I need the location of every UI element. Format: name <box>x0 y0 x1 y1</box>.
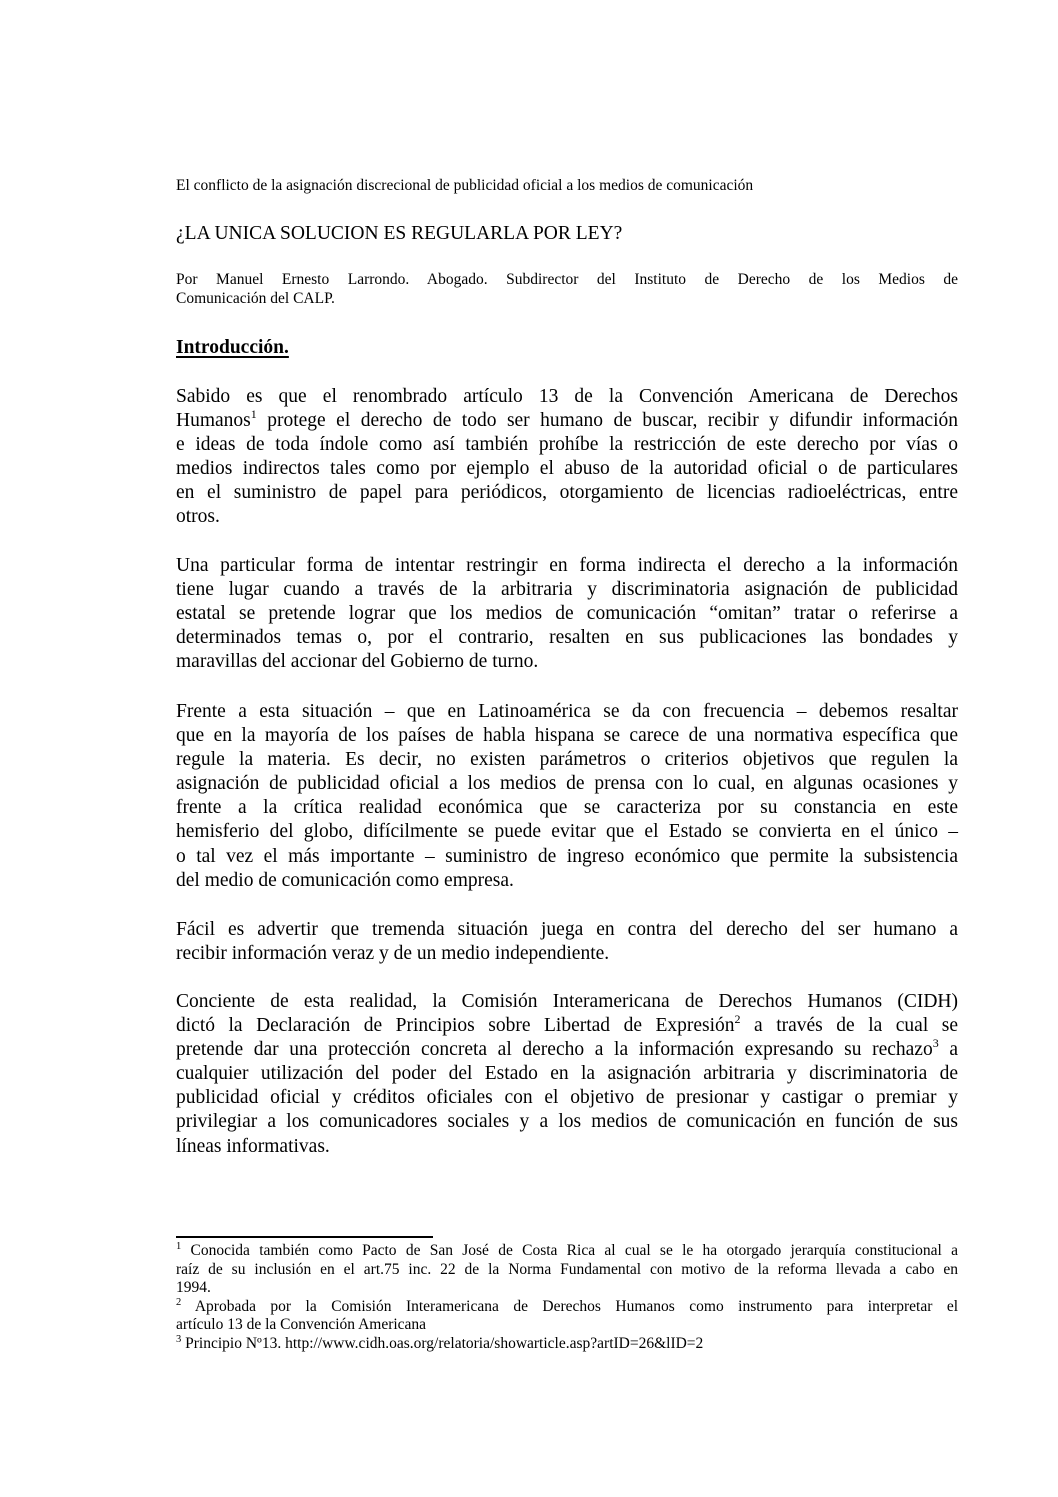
footnote-item: $^3$ Principio Nº13. http://www.cidh.oas.org/relatoria/showarticle.asp?artID=26&lID=2 <box>176 1333 704 1352</box>
footnote-reference[interactable]: 1 <box>250 407 257 422</box>
section-heading: Introducción. <box>176 337 289 358</box>
paragraph-line: hemisferio del globo, difícilmente se puede evitar que el Estado se convierta en el único – <box>176 821 958 843</box>
paragraph-line: medios indirectos tales como por ejemplo el abuso de la autoridad oficial o de particulares <box>176 458 958 480</box>
paragraph-line: e ideas de toda índole como así también prohíbe la restricción de este derecho por vías o <box>176 434 958 456</box>
footnote-item: $^1$ Conocida también como Pacto de San José de Costa Rica al cual se le ha otorgado jerarquía constitucional a <box>176 1241 958 1259</box>
paragraph-line: tiene lugar cuando a través de la arbitraria y discriminatoria asignación de publicidad <box>176 579 958 601</box>
paragraph-line: del medio de comunicación como empresa. <box>176 869 514 891</box>
paragraph-line: Sabido es que el renombrado artículo 13 de la Convención Americana de Derechos <box>176 386 958 407</box>
paragraph-line: estatal se pretende lograr que los medios de comunicación “omitan” tratar o referirse a <box>176 603 958 625</box>
paragraph <box>176 990 958 1159</box>
paragraph <box>176 554 958 674</box>
paragraph-line: maravillas del accionar del Gobierno de turno. <box>176 651 539 673</box>
paragraph <box>176 918 958 966</box>
footnote-line: raíz de su inclusión en el art.75 inc. 22 de la Norma Fundamental con motivo de la reforma llevada a cabo en <box>176 1260 958 1278</box>
author-byline <box>176 270 958 308</box>
byline-line: Comunicación del CALP. <box>176 290 335 307</box>
footnote-separator <box>176 1236 433 1238</box>
paragraph-line: determinados temas o, por el contrario, resalten en sus publicaciones las bondades y <box>176 627 958 649</box>
paragraph-line: Humanos$^1$ protege el derecho de todo ser humano de buscar, recibir y difundir información <box>176 407 958 432</box>
paragraph-line: otros. <box>176 506 220 528</box>
document-subtitle: El conflicto de la asignación discrecional de publicidad oficial a los medios de comunicación <box>176 177 754 194</box>
footnote-line: artículo 13 de la Convención Americana <box>176 1316 427 1333</box>
paragraph-line: frente a la crítica realidad económica que se caracteriza por su constancia en este <box>176 797 958 819</box>
paragraph <box>176 385 958 530</box>
paragraph-line: o tal vez el más importante – suministro de ingreso económico que permite la subsistencia <box>176 845 958 867</box>
paragraph-line: dictó la Declaración de Principios sobre Libertad de Expresión$^2$ a través de la cual se <box>176 1012 958 1037</box>
paragraph-line: líneas informativas. <box>176 1135 330 1157</box>
paragraph-line: Conciente de esta realidad, la Comisión Interamericana de Derechos Humanos (CIDH) <box>176 991 958 1012</box>
footnote-reference[interactable]: 3 <box>932 1036 939 1051</box>
paragraph-line: Una particular forma de intentar restringir en forma indirecta el derecho a la información <box>176 555 958 576</box>
paragraph-line: asignación de publicidad oficial a los medios de prensa con lo cual, en algunas ocasiones y <box>176 773 958 795</box>
footnote-line: 1994. <box>176 1279 211 1296</box>
paragraph-line: Fácil es advertir que tremenda situación juega en contra del derecho del ser humano a <box>176 919 958 940</box>
paragraph-line: regule la materia. Es decir, no existen parámetros o criterios objetivos que regulen la <box>176 749 958 771</box>
paragraph-line: que en la mayoría de los países de habla hispana se carece de una normativa específica que <box>176 725 958 747</box>
paragraph-line: cualquier utilización del poder del Estado en la asignación arbitraria y discriminatoria de <box>176 1063 958 1085</box>
paragraph-line: en el suministro de papel para periódicos, otorgamiento de licencias radioeléctricas, entre <box>176 482 958 504</box>
paragraph-line: recibir información veraz y de un medio independiente. <box>176 943 610 965</box>
paragraph-line: pretende dar una protección concreta al derecho a la información expresando su rechazo$^3$ a <box>176 1036 958 1061</box>
footnotes <box>176 1242 958 1353</box>
footnote-number: 2 <box>176 1296 182 1308</box>
footnote-number: 3 <box>176 1333 182 1345</box>
document-title: ¿LA UNICA SOLUCION ES REGULARLA POR LEY? <box>176 223 623 244</box>
paragraph-line: privilegiar a los comunicadores sociales y a los medios de comunicación en función de sus <box>176 1111 958 1133</box>
paragraph-line: Frente a esta situación – que en Latinoamérica se da con frecuencia – debemos resaltar <box>176 701 958 722</box>
paragraph <box>176 700 958 893</box>
footnote-item: $^2$ Aprobada por la Comisión Interamericana de Derechos Humanos como instrumento para interpretar el <box>176 1296 958 1315</box>
footnote-reference[interactable]: 2 <box>734 1012 741 1027</box>
footnote-number: 1 <box>176 1241 182 1252</box>
paragraph-line: publicidad oficial y créditos oficiales con el objetivo de presionar y castigar o premiar y <box>176 1087 958 1109</box>
byline-line: Por Manuel Ernesto Larrondo. Abogado. Subdirector del Instituto de Derecho de los Medios de <box>176 271 958 288</box>
